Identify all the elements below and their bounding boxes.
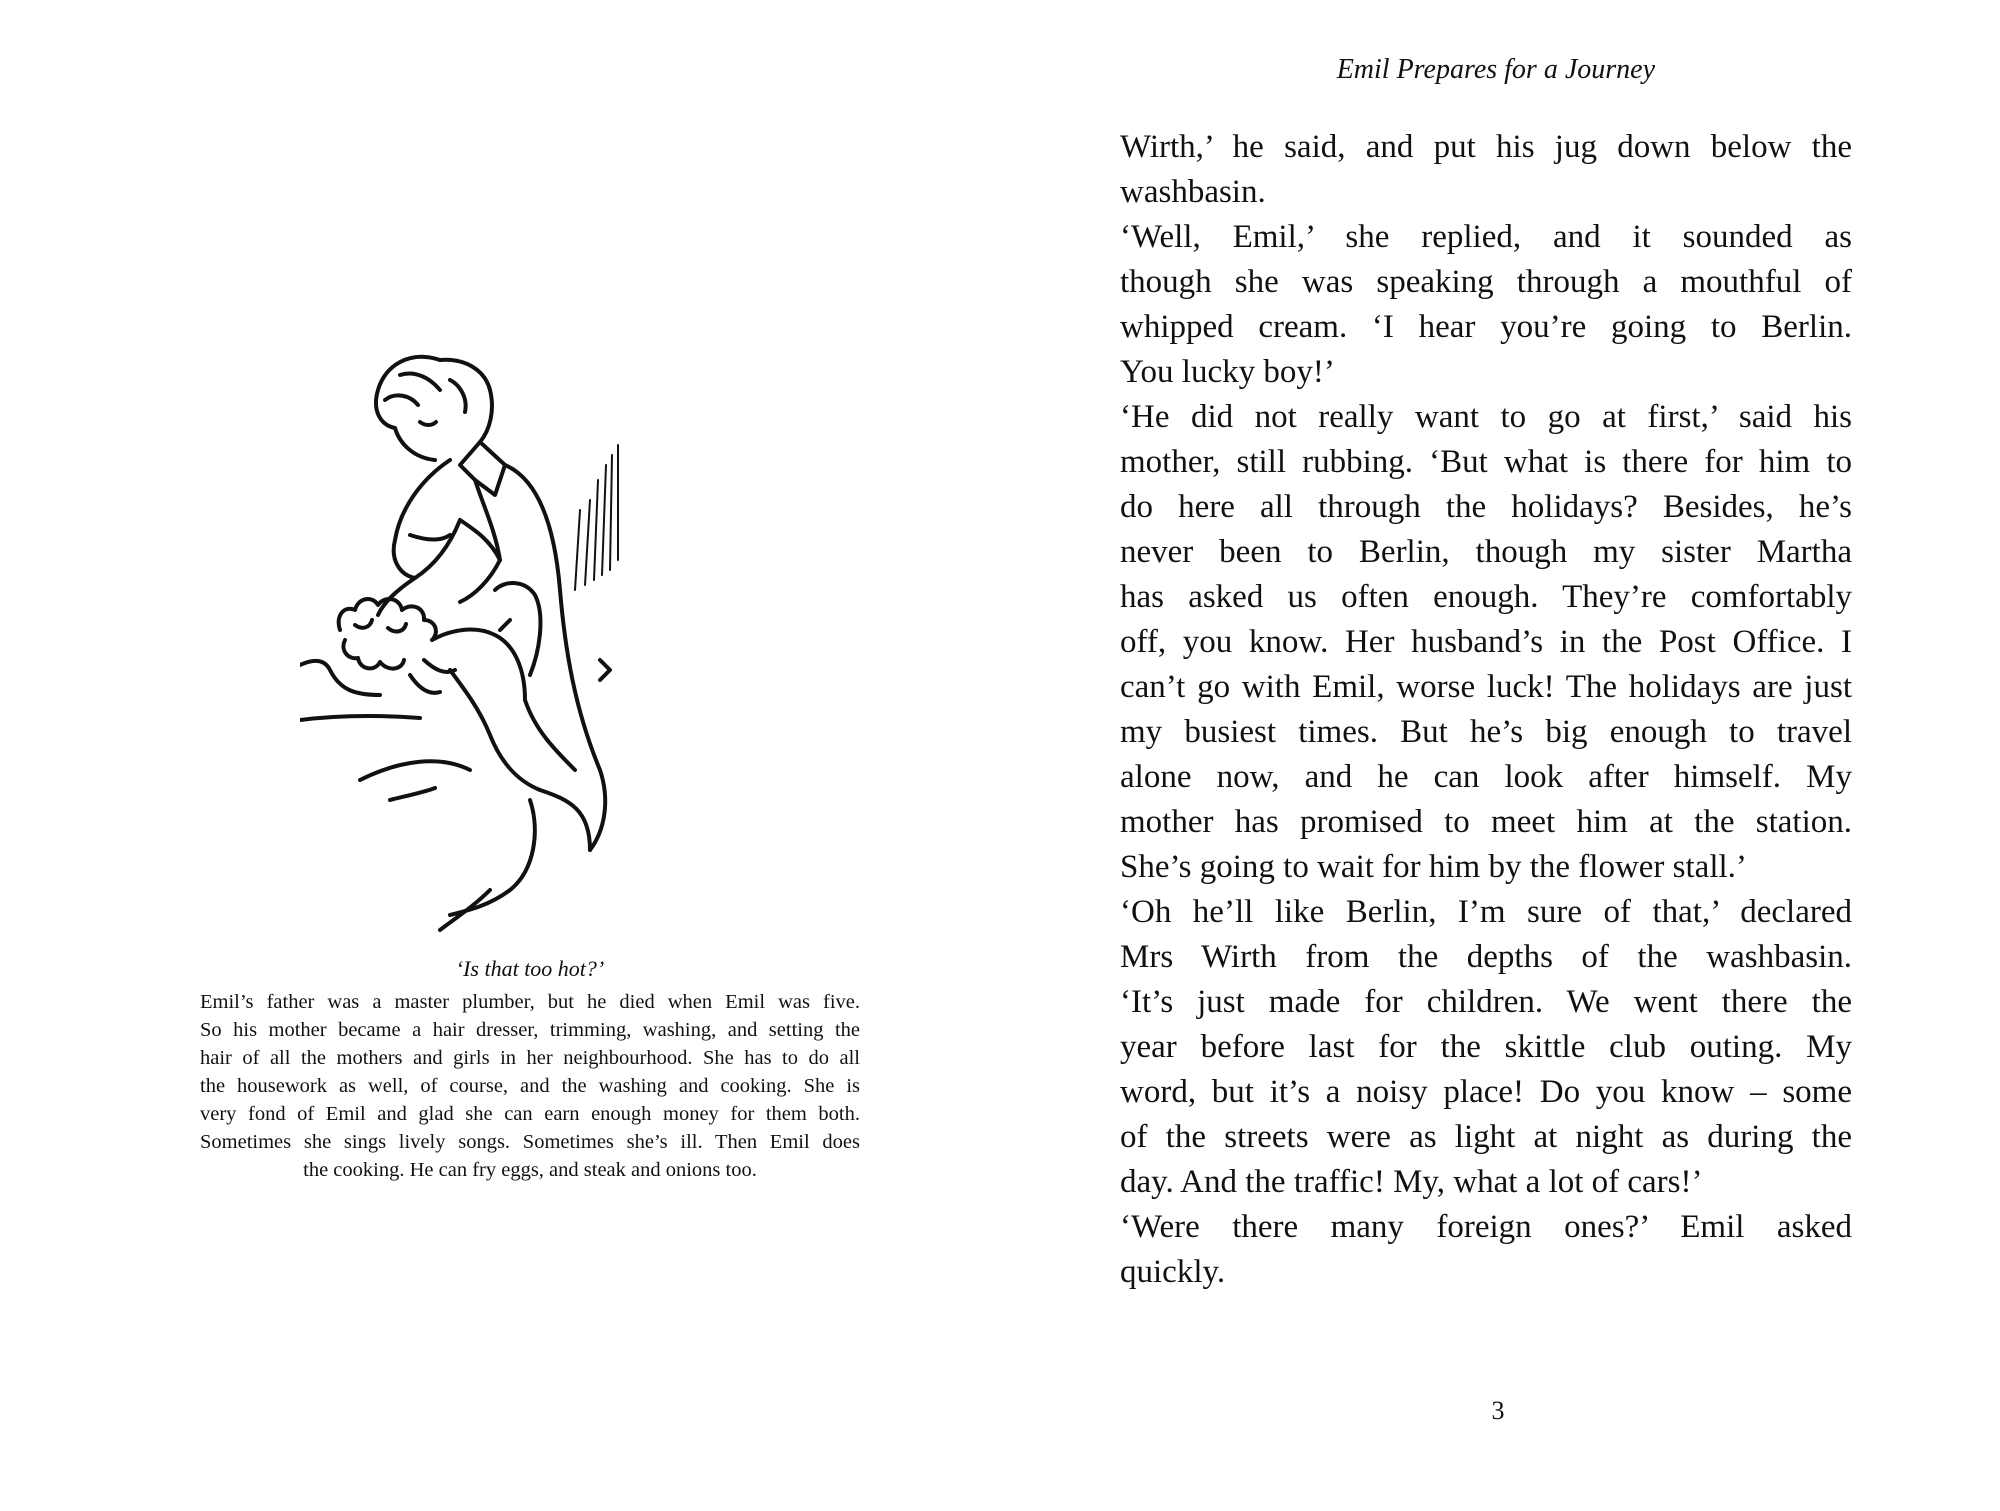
body-line: mother has promised to meet him at the station. (1120, 804, 1852, 840)
caption-line: the cooking. He can fry eggs, and steak and onions too. (303, 1159, 757, 1181)
body-line: though she was speaking through a mouthful of (1120, 264, 1852, 300)
body-line: mother, still rubbing. ‘But what is there for him to (1120, 444, 1852, 480)
page-number: 3 (1491, 1396, 1505, 1425)
body-line: Mrs Wirth from the depths of the washbasin. (1120, 939, 1852, 975)
running-head: Emil Prepares for a Journey (1336, 54, 1655, 85)
illustration-caption-title: ‘Is that too hot?’ (455, 956, 605, 981)
woman-washing-hair-illustration (300, 330, 760, 950)
body-line: washbasin. (1120, 174, 1266, 210)
body-line: She’s going to wait for him by the flower stall.’ (1120, 849, 1747, 885)
body-line: my busiest times. But he’s big enough to travel (1120, 714, 1852, 750)
body-line: off, you know. Her husband’s in the Post Office. I (1120, 624, 1852, 660)
caption-line: very fond of Emil and glad she can earn enough money for them both. (200, 1103, 860, 1125)
caption-line: Emil’s father was a master plumber, but he died when Emil was five. (200, 991, 860, 1013)
body-line: whipped cream. ‘I hear you’re going to Berlin. (1120, 309, 1852, 345)
body-line: ‘It’s just made for children. We went there the (1120, 984, 1852, 1020)
right-page (1000, 0, 2000, 1511)
body-text (1120, 125, 1852, 1295)
body-line: ‘Were there many foreign ones?’ Emil asked (1120, 1209, 1852, 1245)
body-line: You lucky boy!’ (1120, 354, 1335, 390)
caption-line: Sometimes she sings lively songs. Sometimes she’s ill. Then Emil does (200, 1131, 860, 1153)
illustration-caption-body (200, 988, 860, 1184)
body-line: day. And the traffic! My, what a lot of cars!’ (1120, 1164, 1703, 1200)
body-line: can’t go with Emil, worse luck! The holidays are just (1120, 669, 1852, 705)
body-line: do here all through the holidays? Besides, he’s (1120, 489, 1852, 525)
body-line: ‘Oh he’ll like Berlin, I’m sure of that,’ declared (1120, 894, 1852, 930)
body-line: never been to Berlin, though my sister Martha (1120, 534, 1852, 570)
body-line: year before last for the skittle club outing. My (1120, 1029, 1852, 1065)
body-line: alone now, and he can look after himself. My (1120, 759, 1852, 795)
body-line: ‘He did not really want to go at first,’ said his (1120, 399, 1852, 435)
body-line: of the streets were as light at night as during the (1120, 1119, 1852, 1155)
caption-line: So his mother became a hair dresser, trimming, washing, and setting the (200, 1019, 860, 1041)
body-line: ‘Well, Emil,’ she replied, and it sounded as (1120, 219, 1852, 255)
caption-line: the housework as well, of course, and the washing and cooking. She is (200, 1075, 860, 1097)
body-line: has asked us often enough. They’re comfortably (1120, 579, 1852, 615)
body-line: word, but it’s a noisy place! Do you know – some (1120, 1074, 1852, 1110)
body-line: quickly. (1120, 1254, 1226, 1290)
caption-line: hair of all the mothers and girls in her neighbourhood. She has to do all (200, 1047, 860, 1069)
body-line: Wirth,’ he said, and put his jug down below the (1120, 129, 1852, 165)
